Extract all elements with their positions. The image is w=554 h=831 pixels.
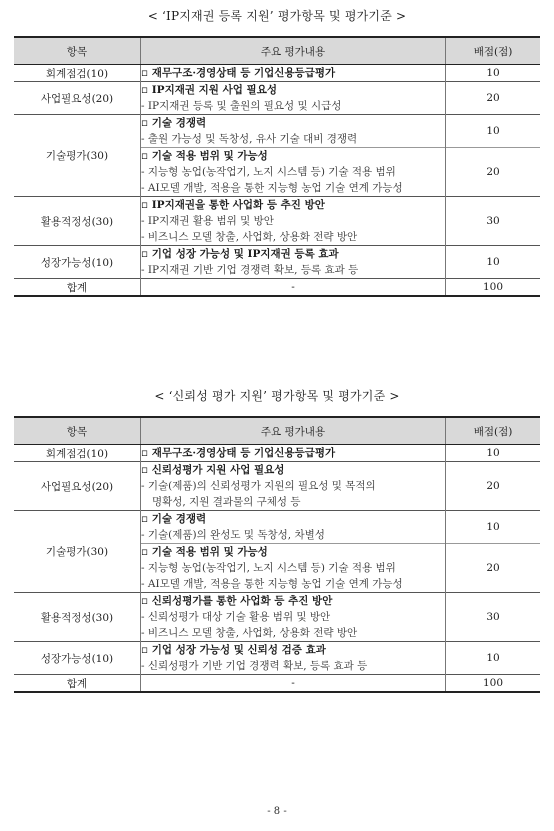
criteria-heading: ▫ IP지재권 지원 사업 필요성 [141,84,277,96]
criteria-heading: ▫ 기술 적용 범위 및 가능성 [141,150,268,162]
category-cell: 성장가능성(10) [14,642,141,675]
header-item: 항목 [14,417,141,445]
score-cell: 10 [446,445,541,462]
criteria-cell [141,65,446,82]
total-label: 합계 [14,279,141,297]
score-cell: 20 [446,82,541,115]
criteria-cell [141,462,446,511]
table-header-row [14,37,540,65]
table-body [14,445,540,693]
criteria-detail: - 비즈니스 모델 창출, 사업화, 상용화 전략 방안 [141,231,358,243]
table-header-row [14,417,540,445]
criteria-detail: - 신뢰성평가 기반 기업 경쟁력 확보, 등록 효과 등 [141,660,368,672]
table-1-title: < ‘IP지재권 등록 지원’ 평가항목 및 평가기준 > [147,9,407,23]
criteria-cell [141,593,446,642]
criteria-cell [141,511,446,544]
table-row [14,593,540,642]
category-cell: 사업필요성(20) [14,462,141,511]
score-cell: 10 [446,642,541,675]
criteria-heading: ▫ 신뢰성평가를 통한 사업화 등 추진 방안 [141,595,333,607]
criteria-detail: - 지능형 농업(농작업기, 노지 시스템 등) 기술 적용 범위 [141,562,396,574]
criteria-cell [141,675,446,693]
score-cell: 10 [446,65,541,82]
score-cell: 10 [446,511,541,544]
criteria-detail: 명확성, 지원 결과물의 구체성 등 [152,496,301,508]
total-score: 100 [446,675,541,693]
criteria-detail: - 출원 가능성 및 독창성, 유사 기술 대비 경쟁력 [141,133,358,145]
header-content: 주요 평가내용 [141,37,446,65]
total-label: 합계 [14,675,141,693]
criteria-cell [141,642,446,675]
criteria-detail: - AI모델 개발, 적용을 통한 지능형 농업 기술 연계 가능성 [141,578,403,590]
header-item: 항목 [14,37,141,65]
criteria-heading: ▫ 재무구조·경영상태 등 기업신용등급평가 [141,67,336,79]
criteria-heading: ▫ 기술 경쟁력 [141,117,207,129]
category-cell: 활용적정성(30) [14,593,141,642]
table-row [14,642,540,675]
criteria-detail: - 지능형 농업(농작업기, 노지 시스템 등) 기술 적용 범위 [141,166,396,178]
table-2-title: < ‘신뢰성 평가 지원’ 평가항목 및 평가기준 > [154,389,400,403]
header-weight: 배점(점) [446,37,541,65]
page-number: - 8 - [267,806,287,817]
total-score: 100 [446,279,541,297]
score-cell: 30 [446,593,541,642]
criteria-heading: ▫ 기업 성장 가능성 및 신뢰성 검증 효과 [141,644,326,656]
category-cell: 사업필요성(20) [14,82,141,115]
table-row [14,462,540,511]
category-cell: 기술평가(30) [14,115,141,197]
criteria-heading: ▫ 기업 성장 가능성 및 IP지재권 등록 효과 [141,248,339,260]
category-cell: 활용적정성(30) [14,197,141,246]
header-weight: 배점(점) [446,417,541,445]
criteria-heading: ▫ 기술 경쟁력 [141,513,207,525]
criteria-cell [141,246,446,279]
empty-dash: - [291,281,295,293]
criteria-detail: - 비즈니스 모델 창출, 사업화, 상용화 전략 방안 [141,627,358,639]
score-cell: 20 [446,148,541,197]
criteria-heading: ▫ 신뢰성평가 지원 사업 필요성 [141,464,285,476]
table-row [14,445,540,462]
criteria-detail: - 기술(제품)의 신뢰성평가 지원의 필요성 및 목적의 [141,480,376,492]
criteria-heading: ▫ 기술 적용 범위 및 가능성 [141,546,268,558]
criteria-detail: - AI모델 개발, 적용을 통한 지능형 농업 기술 연계 가능성 [141,182,403,194]
criteria-cell [141,148,446,197]
criteria-cell [141,115,446,148]
criteria-cell [141,445,446,462]
criteria-detail: - 신뢰성평가 대상 기술 활용 범위 및 방안 [141,611,331,623]
criteria-detail: - 기술(제품)의 완성도 및 독창성, 차별성 [141,529,325,541]
criteria-cell [141,82,446,115]
criteria-cell [141,279,446,297]
category-cell: 회계점검(10) [14,65,141,82]
criteria-detail: - IP지재권 기반 기업 경쟁력 확보, 등록 효과 등 [141,264,359,276]
evaluation-table-2 [14,416,540,693]
criteria-detail: - IP지재권 등록 및 출원의 필요성 및 시급성 [141,100,342,112]
score-cell: 20 [446,462,541,511]
score-cell: 30 [446,197,541,246]
table-row [14,246,540,279]
score-cell: 10 [446,115,541,148]
header-content: 주요 평가내용 [141,417,446,445]
category-cell: 성장가능성(10) [14,246,141,279]
category-cell: 기술평가(30) [14,511,141,593]
criteria-heading: ▫ 재무구조·경영상태 등 기업신용등급평가 [141,447,336,459]
table-row [14,115,540,148]
table-row [14,197,540,246]
table-row [14,82,540,115]
criteria-detail: - IP지재권 활용 범위 및 방안 [141,215,274,227]
total-row [14,279,540,297]
criteria-cell [141,544,446,593]
score-cell: 10 [446,246,541,279]
table-row [14,511,540,544]
total-row [14,675,540,693]
criteria-cell [141,197,446,246]
category-cell: 회계점검(10) [14,445,141,462]
score-cell: 20 [446,544,541,593]
criteria-heading: ▫ IP지재권을 통한 사업화 등 추진 방안 [141,199,325,211]
table-body [14,65,540,297]
empty-dash: - [291,677,295,689]
evaluation-table-1 [14,36,540,297]
table-row [14,65,540,82]
